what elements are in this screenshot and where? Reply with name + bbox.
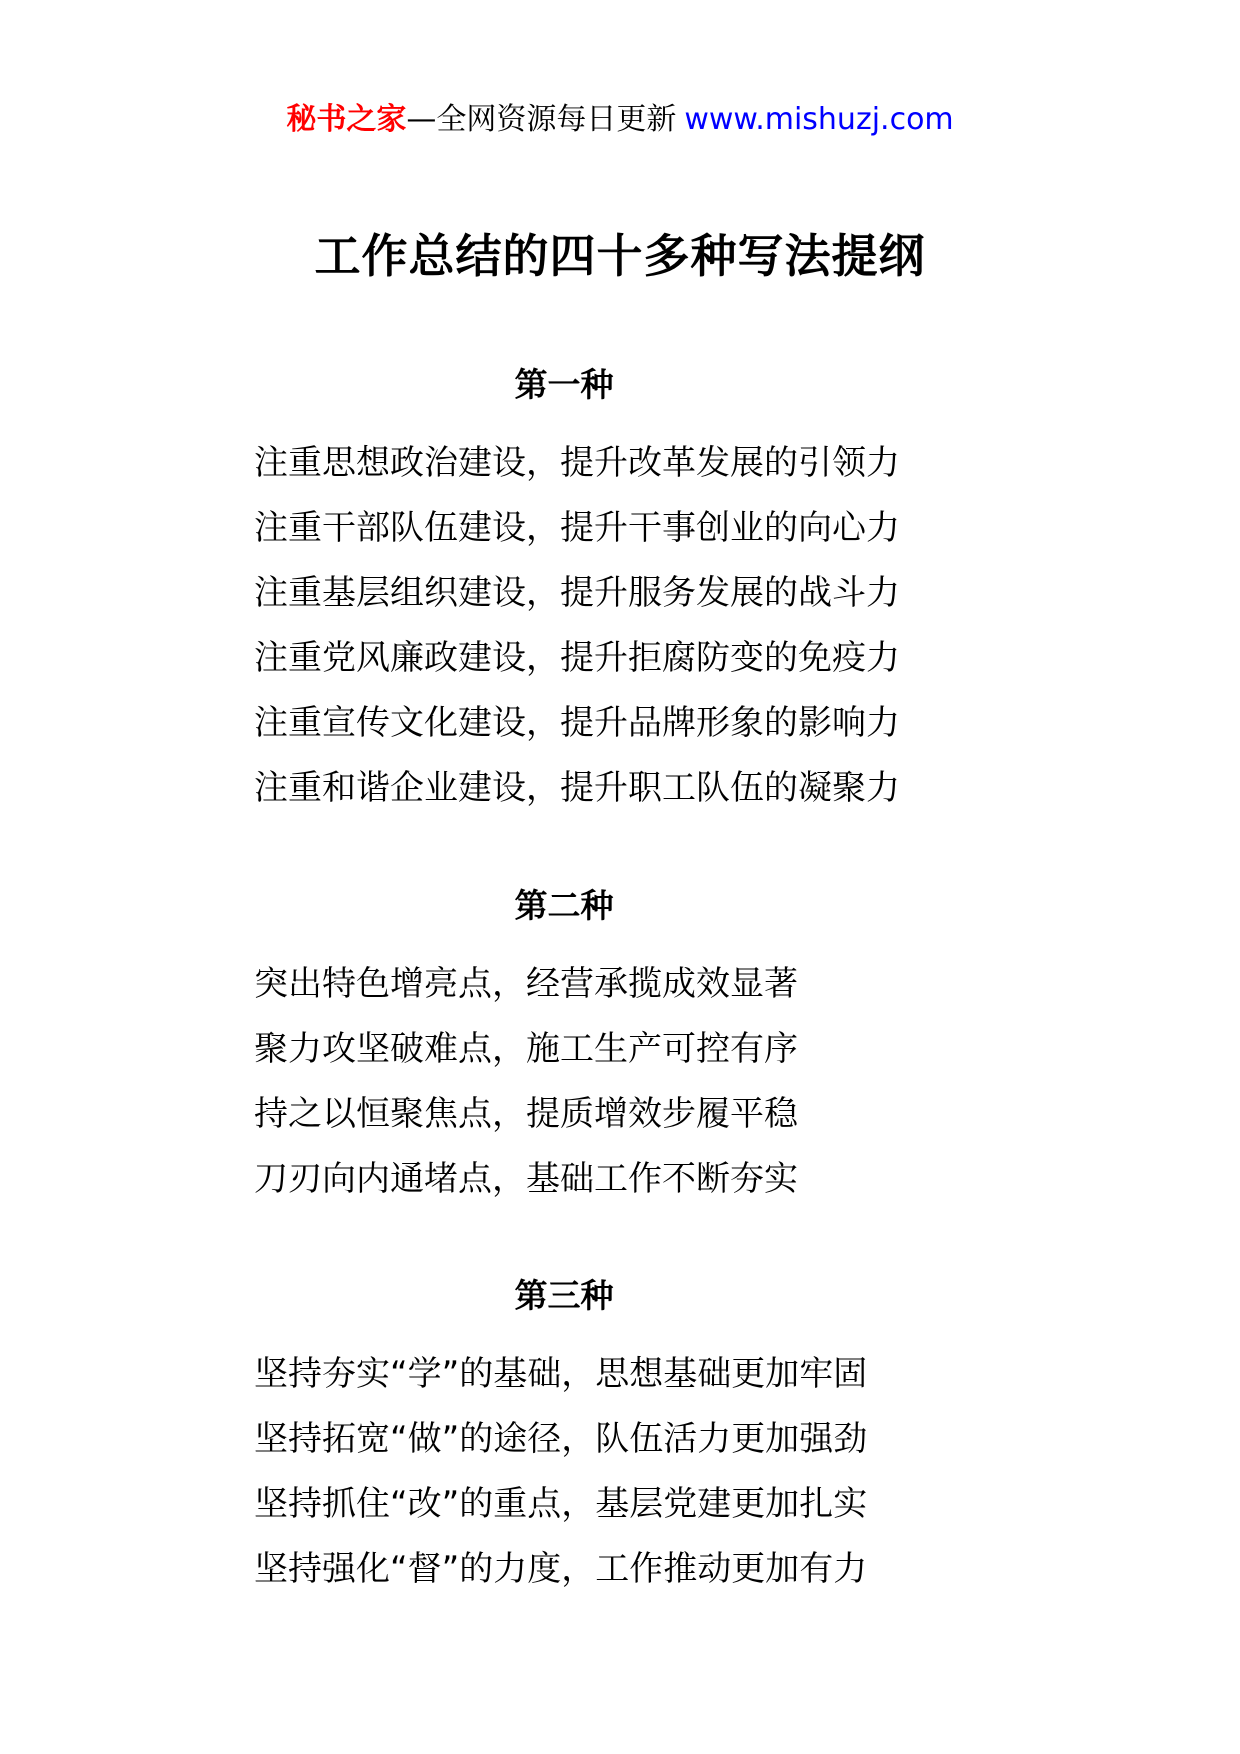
outline-line: 坚持拓宽“做”的途径，队伍活力更加强劲 — [254, 1419, 868, 1459]
outline-line: 刀刃向内通堵点，基础工作不断夯实 — [254, 1159, 798, 1199]
outline-line: 注重宣传文化建设，提升品牌形象的影响力 — [254, 703, 900, 743]
outline-list — [254, 1342, 994, 1602]
site-url-link[interactable]: www.mishuzj.com — [684, 102, 954, 137]
outline-line: 聚力攻坚破难点，施工生产可控有序 — [254, 1029, 798, 1069]
section-heading-text: 第三种 — [514, 1276, 614, 1315]
brand-name: 秘书之家 — [286, 102, 407, 137]
outline-line: 突出特色增亮点，经营承揽成效显著 — [254, 964, 798, 1004]
outline-line: 坚持抓住“改”的重点，基层党建更加扎实 — [254, 1484, 868, 1524]
site-header — [0, 100, 1240, 140]
section-heading — [254, 886, 994, 926]
outline-line: 注重基层组织建设，提升服务发展的战斗力 — [254, 573, 900, 613]
outline-line: 坚持夯实“学”的基础，思想基础更加牢固 — [254, 1354, 868, 1394]
document-title: 工作总结的四十多种写法提纲 — [314, 229, 926, 283]
outline-line: 注重党风廉政建设，提升拒腐防变的免疫力 — [254, 638, 900, 678]
section-third — [254, 1276, 994, 1602]
outline-line: 坚持强化“督”的力度，工作推动更加有力 — [254, 1549, 868, 1589]
outline-line: 注重干部队伍建设，提升干事创业的向心力 — [254, 508, 900, 548]
outline-list — [254, 431, 994, 821]
header-tagline: —全网资源每日更新 — [406, 102, 677, 137]
outline-line: 注重和谐企业建设，提升职工队伍的凝聚力 — [254, 768, 900, 808]
section-heading — [254, 365, 994, 405]
section-heading-text: 第一种 — [514, 365, 614, 404]
section-heading — [254, 1276, 994, 1316]
outline-line: 注重思想政治建设，提升改革发展的引领力 — [254, 443, 900, 483]
outline-list — [254, 952, 994, 1212]
section-heading-text: 第二种 — [514, 886, 614, 925]
section-first — [254, 365, 994, 821]
outline-line: 持之以恒聚焦点，提质增效步履平稳 — [254, 1094, 798, 1134]
section-second — [254, 886, 994, 1212]
